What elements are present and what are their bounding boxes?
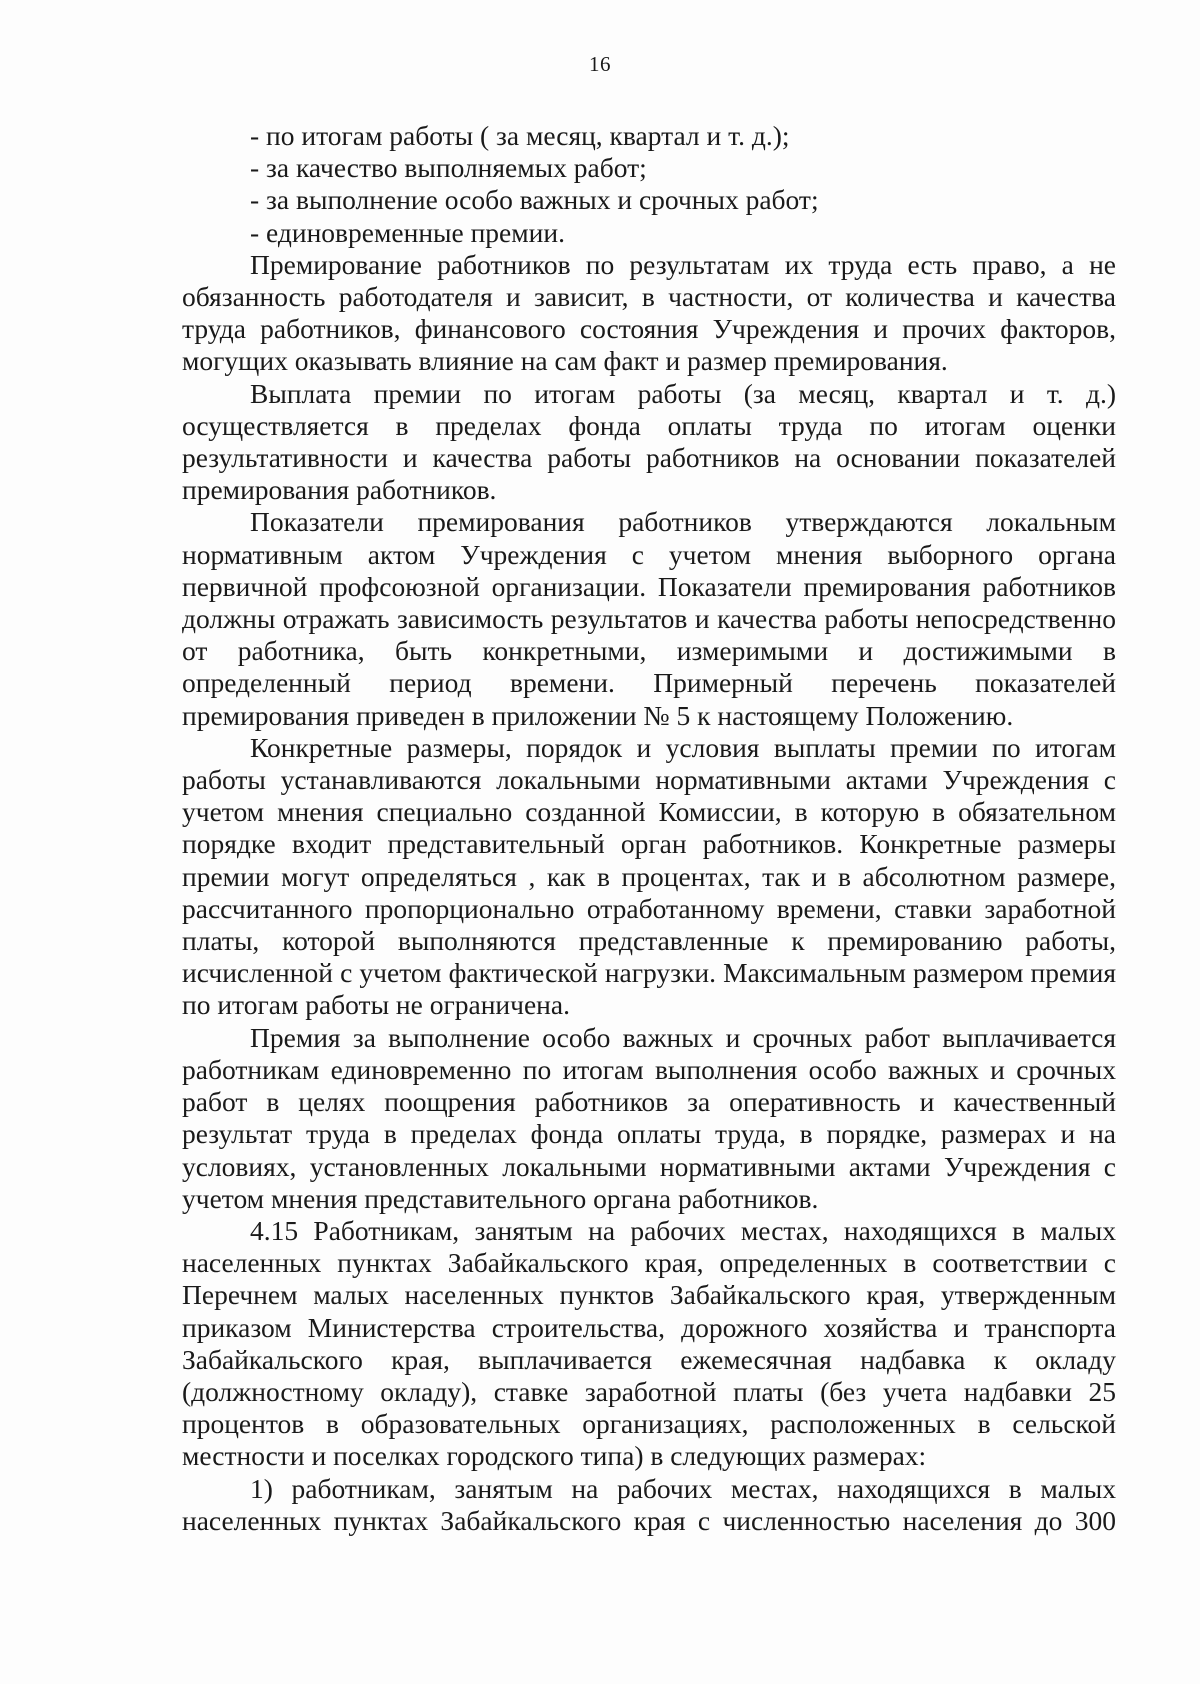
list-item: - за выполнение особо важных и срочных работ; (250, 184, 819, 216)
document-body (182, 120, 1116, 1537)
paragraph-section-4-15: 4.15 Работникам, занятым на рабочих местах, находящихся в малых населенных пунктах Забайкальского края, определенных в соответствии с Перечнем малых населенных пунктов Забайкальского края, утвержденным приказом Министерства строительства, дорожного хозяйства и транспорта Забайкальского края, выплачивается ежемесячная надбавка к окладу (должностному окладу), ставке заработной платы (без учета надбавки 25 процентов в образовательных организациях, расположенных в сельской местности и поселках городского типа) в следующих размерах: (182, 1214, 1116, 1472)
paragraph-item-1: 1) работникам, занятым на рабочих местах, находящихся в малых населенных пунктах Забайкальского края с численностью населения до 300 (182, 1472, 1116, 1536)
list-item: - за качество выполняемых работ; (250, 152, 647, 184)
paragraph-bonus-indicators: Показатели премирования работников утверждаются локальным нормативным актом Учреждения с учетом мнения выборного органа первичной профсоюзной организации. Показатели премирования работников должны отражать зависимость результатов и качества работы непосредственно от работника, быть конкретными, измеримыми и достижимыми в определенный период времени. Примерный перечень показателей премирования приведен в приложении № 5 к настоящему Положению. (182, 506, 1116, 731)
list-item: - единовременные премии. (250, 216, 565, 248)
paragraph-urgent-work-bonus: Премия за выполнение особо важных и срочных работ выплачивается работникам единовременно по итогам выполнения особо важных и срочных работ в целях поощрения работников за оперативность и качественный результат труда в пределах фонда оплаты труда, в порядке, размерах и на условиях, установленных локальными нормативными актами Учреждения с учетом мнения представительного органа работников. (182, 1021, 1116, 1214)
paragraph-bonus-payment: Выплата премии по итогам работы (за месяц, квартал и т. д.) осуществляется в пределах фонда оплаты труда по итогам оценки результативности и качества работы работников на основании показателей премирования работников. (182, 377, 1116, 506)
paragraph-bonus-amounts: Конкретные размеры, порядок и условия выплаты премии по итогам работы устанавливаются локальными нормативными актами Учреждения с учетом мнения специально созданной Комиссии, в которую в обязательном порядке входит представительный орган работников. Конкретные размеры премии могут определяться , как в процентах, так и в абсолютном размере, рассчитанного пропорционально отработанному времени, ставки заработной платы, которой выполняются представленные к премированию работы, исчисленной с учетом фактической нагрузки. Максимальным размером премия по итогам работы не ограничена. (182, 731, 1116, 1021)
paragraph-bonus-right: Премирование работников по результатам их труда есть право, а не обязанность работодателя и зависит, в частности, от количества и качества труда работников, финансового состояния Учреждения и прочих факторов, могущих оказывать влияние на сам факт и размер премирования. (182, 248, 1116, 377)
page-number: 16 (589, 52, 611, 76)
list-item: - по итогам работы ( за месяц, квартал и т. д.); (250, 120, 790, 151)
